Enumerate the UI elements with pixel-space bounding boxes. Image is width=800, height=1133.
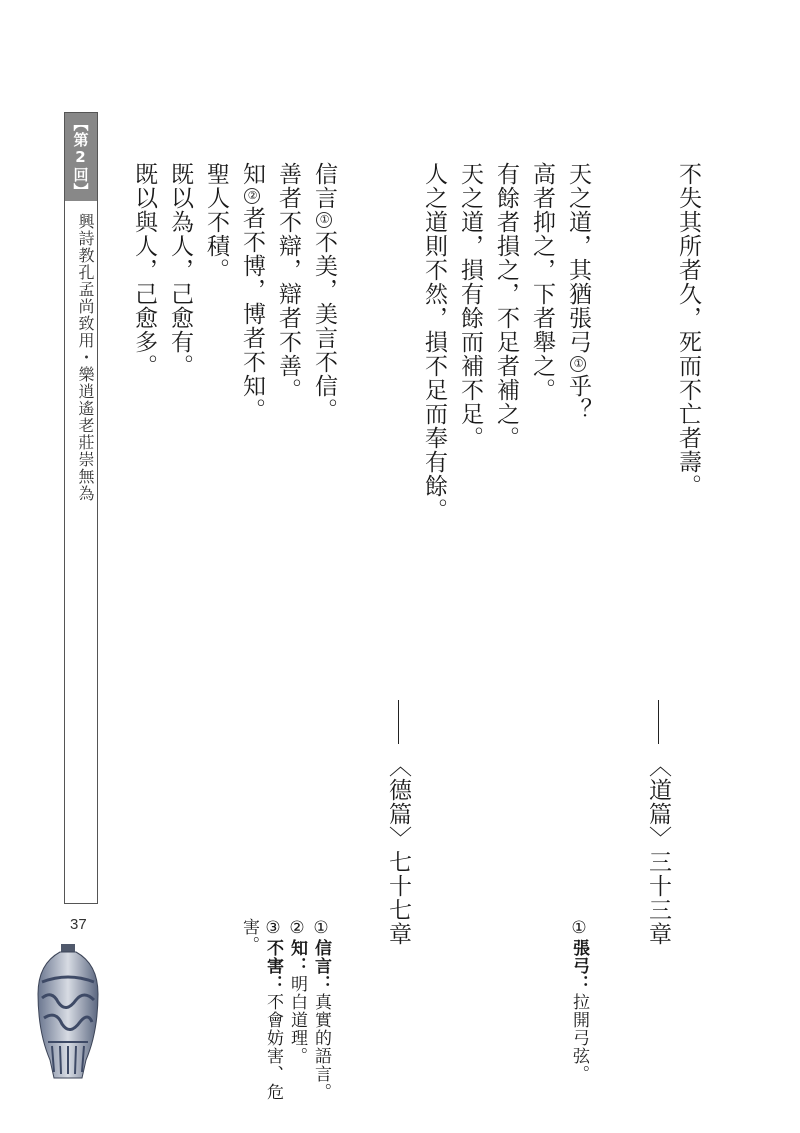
dash-rule <box>658 700 659 744</box>
source-citation <box>646 700 669 946</box>
footnote <box>312 918 329 1101</box>
vase-illustration <box>32 942 104 1082</box>
chapter-label: 【第2回】 <box>65 113 97 201</box>
chapter-title: 興詩教孔孟尚致用・樂逍遙老莊崇無為 <box>76 213 95 502</box>
line-text: 知 <box>239 162 265 186</box>
footnote-term: 知： <box>287 939 307 975</box>
line-text: 不美，美言不信。 <box>311 230 337 422</box>
footnote-continuation: 害。 <box>239 918 259 954</box>
footnote-def: 不會妨害、危 <box>263 993 283 1101</box>
page-number: 37 <box>70 916 87 933</box>
footnote-marker: ① <box>572 357 585 371</box>
line-text: 天之道，其猶張弓 <box>565 162 591 354</box>
main-text-line: 聖人不積。 <box>203 162 229 282</box>
footnote-term: 不害： <box>263 939 283 993</box>
footnote-def: 真實的語言。 <box>311 993 331 1101</box>
footnote-def: 拉開弓弦。 <box>569 993 589 1083</box>
main-text-line: 高者抑之，下者舉之。 <box>529 162 555 402</box>
footnote <box>264 918 281 1101</box>
main-text-line: 有餘者損之，不足者補之。 <box>493 162 519 450</box>
line-text: 者不博，博者不知。 <box>239 206 265 422</box>
dash-rule <box>398 700 399 744</box>
main-text-line: 天之道，損有餘而補不足。 <box>457 162 483 450</box>
footnote-num: ③ <box>263 918 283 939</box>
main-text-line: 既以為人，己愈有。 <box>167 162 193 378</box>
main-text-line: 人之道則不然，損不足而奉有餘。 <box>421 162 447 522</box>
footnote <box>570 918 587 1083</box>
line-text: 乎？ <box>565 374 591 422</box>
footnote <box>288 918 305 1065</box>
main-text-line: 不失其所者久，死而不亡者壽。 <box>675 162 701 498</box>
citation-text: 〈道篇〉三十三章 <box>645 754 671 946</box>
footnote-term: 張弓： <box>569 939 589 993</box>
line-text: 信言 <box>311 162 337 210</box>
footnote-def: 明白道理。 <box>287 975 307 1065</box>
footnote-num: ② <box>287 918 307 939</box>
footnote-marker: ② <box>246 189 259 203</box>
footnote-term: 信言： <box>311 939 331 993</box>
main-text-line <box>566 162 589 422</box>
main-text-line: 善者不辯，辯者不善。 <box>275 162 301 402</box>
main-text-line: 既以與人，己愈多。 <box>131 162 157 378</box>
main-text-line <box>312 162 335 422</box>
footnote-num: ① <box>569 918 589 939</box>
footnote-marker: ① <box>318 213 331 227</box>
footnote-num: ① <box>311 918 331 939</box>
chapter-sidebar <box>64 112 98 904</box>
main-text-line <box>240 162 263 422</box>
source-citation <box>386 700 409 946</box>
citation-text: 〈德篇〉七十七章 <box>385 754 411 946</box>
